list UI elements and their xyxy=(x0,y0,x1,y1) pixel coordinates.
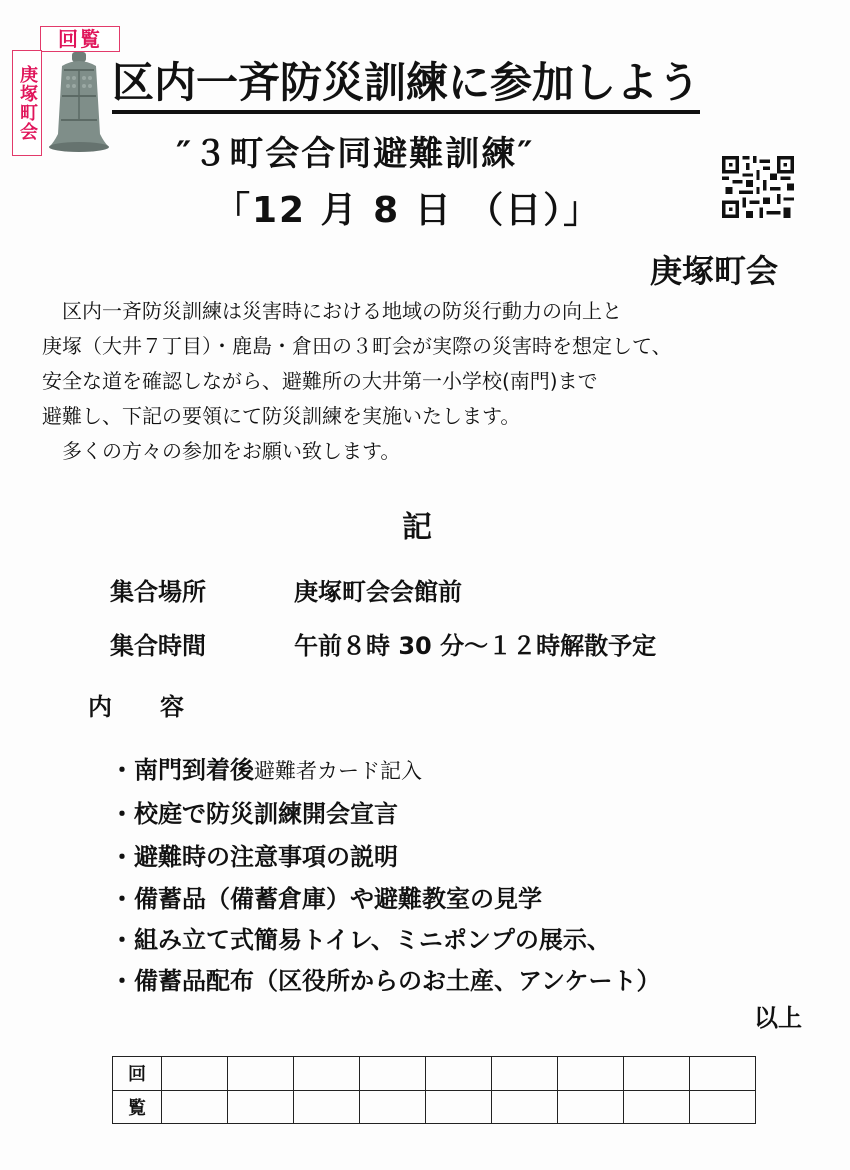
intro-paragraph xyxy=(42,294,672,469)
list-item: ・校庭で防災訓練開会宣言 xyxy=(110,800,398,828)
intro-line: 区内一斉防災訓練は災害時における地域の防災行動力の向上と xyxy=(42,299,622,323)
list-item: ・組み立て式簡易トイレ、ミニポンプの展示、 xyxy=(110,926,611,954)
bell-icon xyxy=(42,50,116,158)
meeting-place-value: 庚塚町会会館前 xyxy=(294,578,462,606)
meeting-time-value: 午前８時 30 分～１２時解散予定 xyxy=(294,632,657,660)
signature-cell[interactable] xyxy=(360,1057,426,1091)
signature-cell[interactable] xyxy=(426,1090,492,1124)
circulation-stamp-top: 回覧 xyxy=(40,26,120,52)
page-title: 区内一斉防災訓練に参加しよう xyxy=(112,58,700,114)
intro-line: 多くの方々の参加をお願い致します。 xyxy=(42,439,401,463)
signature-cell[interactable] xyxy=(162,1090,228,1124)
signature-cell[interactable] xyxy=(162,1057,228,1091)
signature-cell[interactable] xyxy=(360,1090,426,1124)
signature-cell[interactable] xyxy=(690,1057,756,1091)
intro-line: 安全な道を確認しながら、避難所の大井第一小学校(南門)まで xyxy=(42,369,598,393)
list-item: ・備蓄品（備蓄倉庫）や避難教室の見学 xyxy=(110,885,542,913)
list-item-main: ・南門到着後 xyxy=(110,756,254,784)
circulation-row-label: 回 xyxy=(113,1057,162,1091)
contents-label: 内 容 xyxy=(88,693,184,721)
signature-cell[interactable] xyxy=(294,1057,360,1091)
list-item-sub: 避難者カード記入 xyxy=(254,759,422,783)
intro-line: 庚塚（大井７丁目）・鹿島・倉田の３町会が実際の災害時を想定して、 xyxy=(42,334,672,358)
signature-cell[interactable] xyxy=(624,1057,690,1091)
signature-cell[interactable] xyxy=(492,1057,558,1091)
event-date: 「12 月 8 日 （日）」 xyxy=(214,190,602,231)
signature-cell[interactable] xyxy=(492,1090,558,1124)
intro-line: 避難し、下記の要領にて防災訓練を実施いたします。 xyxy=(42,404,521,428)
circulation-row-label: 覧 xyxy=(113,1090,162,1124)
signature-cell[interactable] xyxy=(426,1057,492,1091)
signature-cell[interactable] xyxy=(228,1057,294,1091)
list-item: ・備蓄品配布（区役所からのお土産、アンケート） xyxy=(110,967,661,995)
circulation-table xyxy=(112,1056,756,1124)
signature-cell[interactable] xyxy=(624,1090,690,1124)
signature-cell[interactable] xyxy=(558,1090,624,1124)
signature-cell[interactable] xyxy=(690,1090,756,1124)
organizer-name: 庚塚町会 xyxy=(650,252,779,290)
list-item: ・避難時の注意事項の説明 xyxy=(110,843,398,871)
meeting-time-label: 集合時間 xyxy=(110,632,206,660)
circulation-stamp-side: 庚塚町会 xyxy=(12,50,42,156)
signature-cell[interactable] xyxy=(228,1090,294,1124)
table-row xyxy=(113,1057,756,1091)
list-item xyxy=(110,750,422,785)
notice-heading: 記 xyxy=(402,510,432,545)
page-subtitle: ″３町会合同避難訓練″ xyxy=(176,134,535,174)
signature-cell[interactable] xyxy=(558,1057,624,1091)
meeting-place-label: 集合場所 xyxy=(110,578,206,606)
signature-cell[interactable] xyxy=(294,1090,360,1124)
qr-code-icon xyxy=(722,156,794,218)
table-row xyxy=(113,1090,756,1124)
closing-text: 以上 xyxy=(754,1004,802,1032)
